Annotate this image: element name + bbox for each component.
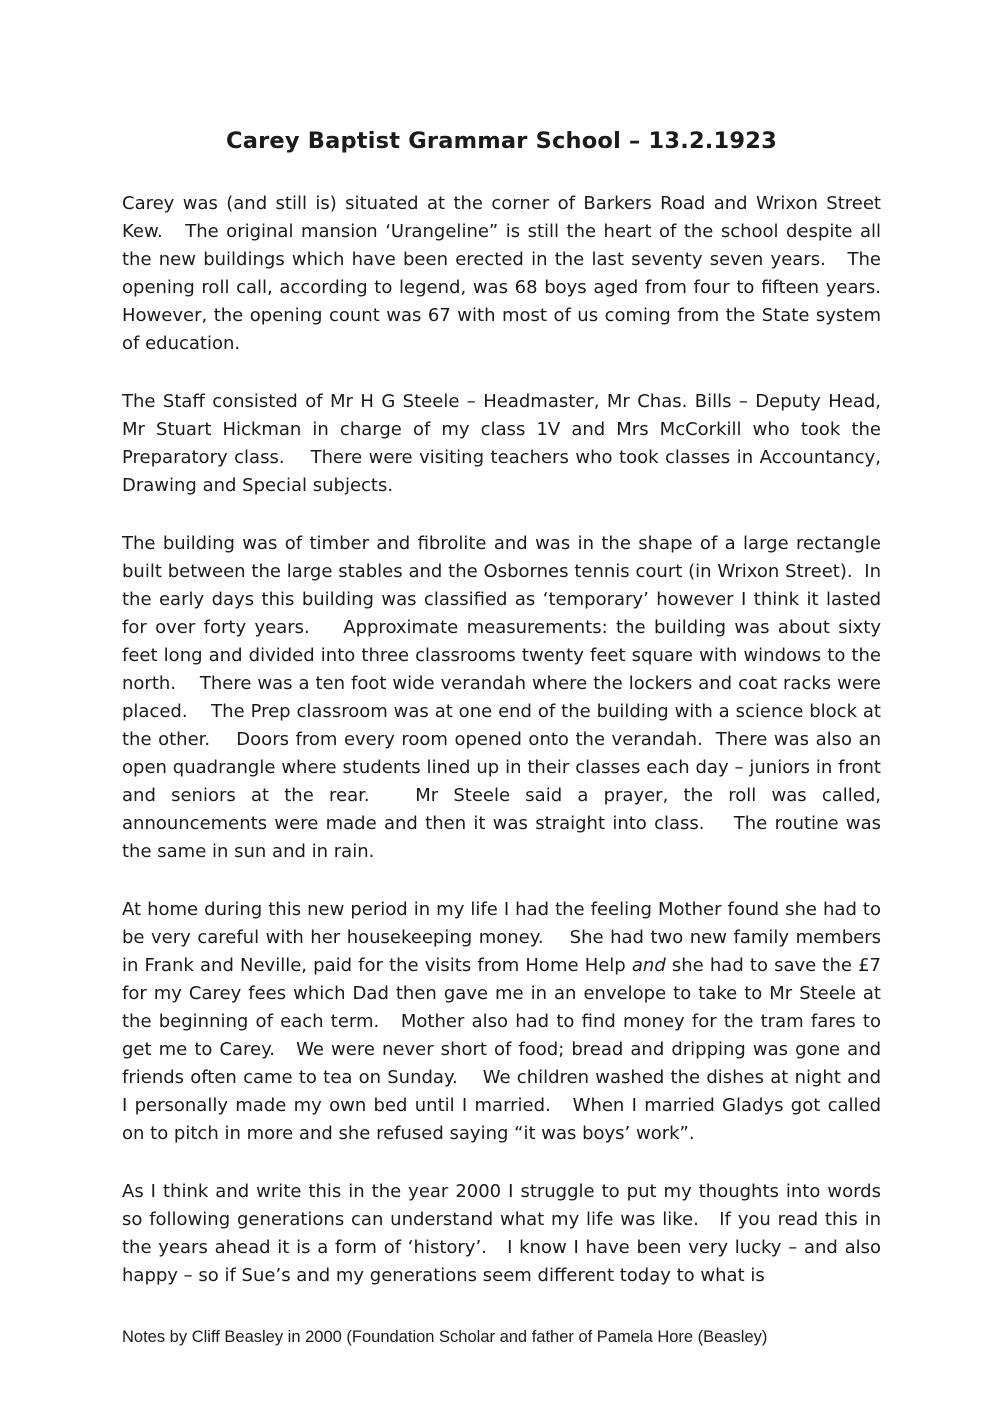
- paragraph: The Staff consisted of Mr H G Steele – Headmaster, Mr Chas. Bills – Deputy Head, Mr Stuart Hickman in charge of my class 1V and Mrs McCorkill who took the Preparatory class. There were visiting teachers who took classes in Accountancy, Drawing and Special subjects.: [122, 391, 887, 496]
- paragraph: As I think and write this in the year 2000 I struggle to put my thoughts into words so following generations can understand what my life was like. If you read this in the years ahead it is a form of ‘history’. I know I have been very lucky – and also happy – so if Sue’s and my generations seem different today to what is: [122, 1181, 887, 1286]
- paragraph: Carey was (and still is) situated at the corner of Barkers Road and Wrixon Street Kew. The original mansion ‘Urangeline” is still the heart of the school despite all the new buildings which have been erected in the last seventy seven years. The opening roll call, according to legend, was 68 boys aged from four to fifteen years. However, the opening count was 67 with most of us coming from the State system of education.: [122, 193, 893, 354]
- document-body: [122, 190, 893, 1290]
- paragraph: At home during this new period in my life I had the feeling Mother found she had to be very careful with her housekeeping money. She had two new family members in Frank and Neville, paid for the visits from Home Help and she had to save the £7 for my Carey fees which Dad then gave me in an envelope to take to Mr Steele at the beginning of each term. Mother also had to find money for the tram fares to get me to Carey. We were never short of food; bread and dripping was gone and friends often came to tea on Sunday. We children washed the dishes at night and I personally made my own bed until I married. When I married Gladys got called on to pitch in more and she refused saying “it was boys’ work”.: [122, 899, 887, 1144]
- paragraph: The building was of timber and fibrolite and was in the shape of a large rectangle built between the large stables and the Osbornes tennis court (in Wrixon Street). In the early days this building was classified as ‘temporary’ however I think it lasted for over forty years. Approximate measurements: the building was about sixty feet long and divided into three classrooms twenty feet square with windows to the north. There was a ten foot wide verandah where the lockers and coat racks were placed. The Prep classroom was at one end of the building with a science block at the other. Doors from every room opened onto the verandah. There was also an open quadrangle where students lined up in their classes each day – juniors in front and seniors at the rear. Mr Steele said a prayer, the roll was called, announcements were made and then it was straight into class. The routine was the same in sun and in rain.: [122, 533, 887, 862]
- document-title: Carey Baptist Grammar School – 13.2.1923: [226, 128, 777, 154]
- footer-note: Notes by Cliff Beasley in 2000 (Foundation Scholar and father of Pamela Hore (Beasley): [122, 1328, 768, 1346]
